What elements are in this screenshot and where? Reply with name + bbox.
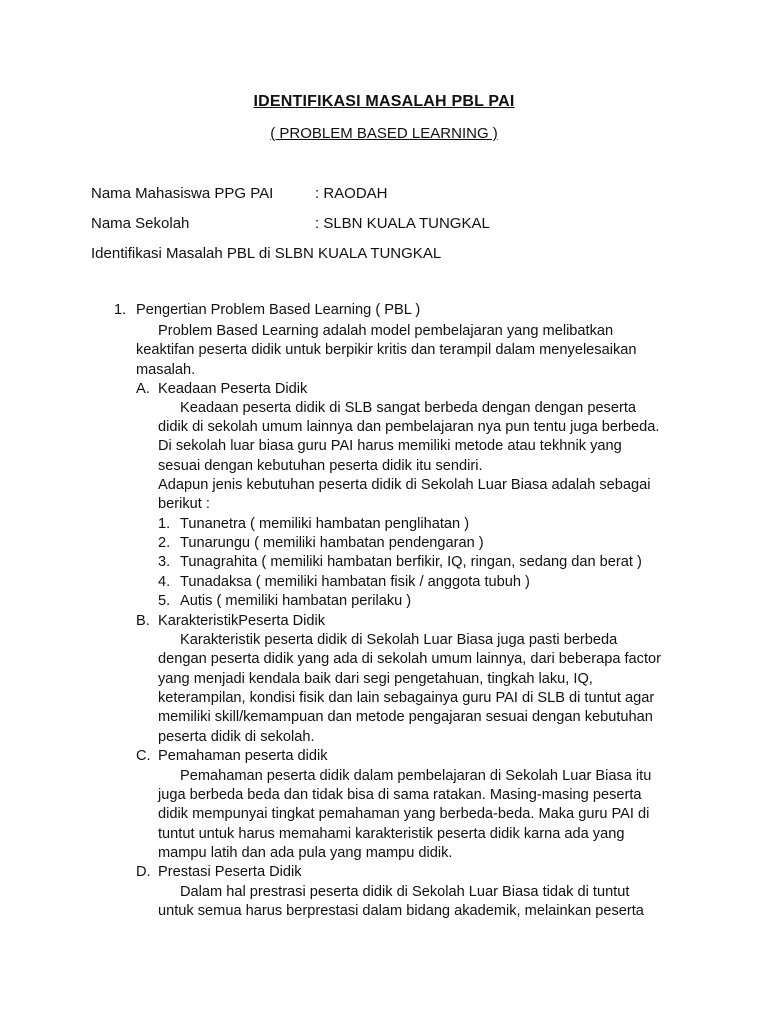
section-1-paragraph-line: masalah. [136, 362, 196, 378]
need-item-text: Tunarungu ( memiliki hambatan pendengaran ) [180, 535, 484, 551]
need-item-number: 1. [158, 516, 171, 532]
section-d-marker: D. [136, 864, 151, 880]
student-name-row [91, 185, 388, 202]
school-name-label: Nama Sekolah [91, 215, 190, 232]
section-c-paragraph-line: mampu latih dan ada pula yang mampu didik. [158, 845, 453, 861]
section-a-paragraph-line: berikut : [158, 496, 210, 512]
section-d-heading: Prestasi Peserta Didik [158, 864, 302, 880]
school-name-row [91, 215, 490, 232]
section-1-heading: Pengertian Problem Based Learning ( PBL ) [136, 302, 421, 318]
need-item-text: Autis ( memiliki hambatan perilaku ) [180, 593, 412, 609]
section-c-paragraph-line: juga berbeda beda dan tidak bisa di sama ratakan. Masing-masing peserta [158, 787, 642, 803]
section-1-paragraph-line: keaktifan peserta didik untuk berpikir kritis dan terampil dalam menyelesaikan [136, 342, 637, 358]
section-c-paragraph-line: didik mempunyai tingkat pemahaman yang berbeda-beda. Maka guru PAI di [158, 806, 650, 822]
section-d-paragraph-line: untuk semua harus berprestasi dalam bidang akademik, melainkan peserta [158, 903, 644, 919]
section-c-paragraph-line: tuntut untuk harus memahami karakteristik peserta didik karna ada yang [158, 826, 625, 842]
section-a-paragraph-line: didik di sekolah umum lainnya dan pembelajaran nya pun tentu juga berbeda. [158, 419, 660, 435]
need-item-text: Tunagrahita ( memiliki hambatan berfikir, IQ, ringan, sedang dan berat ) [180, 554, 642, 570]
section-a-paragraph-line: Keadaan peserta didik di SLB sangat berbeda dengan dengan peserta [180, 400, 637, 416]
section-b-paragraph-line: dengan peserta didik yang ada di sekolah umum lainnya, dari beberapa factor [158, 651, 661, 667]
section-1-paragraph-line: Problem Based Learning adalah model pembelajaran yang melibatkan [158, 323, 614, 339]
section-b-marker: B. [136, 613, 150, 629]
section-b-heading: KarakteristikPeserta Didik [158, 613, 326, 629]
document-title: IDENTIFIKASI MASALAH PBL PAI [253, 93, 515, 110]
need-item-text: Tunanetra ( memiliki hambatan penglihatan ) [180, 516, 470, 532]
section-b-paragraph-line: keterampilan, kondisi fisik dan lain sebagainya guru PAI di SLB di tuntut agar [158, 690, 655, 706]
student-name-label: Nama Mahasiswa PPG PAI [91, 185, 274, 202]
student-name-value: : RAODAH [315, 185, 388, 202]
need-item-number: 2. [158, 535, 171, 551]
section-b-paragraph-line: Karakteristik peserta didik di Sekolah Luar Biasa juga pasti berbeda [180, 632, 618, 648]
section-a-marker: A. [136, 381, 150, 397]
need-item-number: 3. [158, 554, 171, 570]
section-1-marker: 1. [114, 302, 127, 318]
section-c-heading: Pemahaman peserta didik [158, 748, 328, 764]
section-a-paragraph-line: Adapun jenis kebutuhan peserta didik di Sekolah Luar Biasa adalah sebagai [158, 477, 651, 493]
need-item-number: 5. [158, 593, 171, 609]
section-a-heading: Keadaan Peserta Didik [158, 381, 308, 397]
section-a-paragraph-line: sesuai dengan kebutuhan peserta didik itu sendiri. [158, 458, 483, 474]
intro-line: Identifikasi Masalah PBL di SLBN KUALA TUNGKAL [91, 245, 442, 262]
need-item-text: Tunadaksa ( memiliki hambatan fisik / anggota tubuh ) [180, 574, 530, 590]
section-b-paragraph-line: yang menjadi kendala baik dari segi pengetahuan, tingkah laku, IQ, [158, 671, 593, 687]
section-c-paragraph-line: Pemahaman peserta didik dalam pembelajaran di Sekolah Luar Biasa itu [180, 768, 652, 784]
school-name-value: : SLBN KUALA TUNGKAL [315, 215, 490, 232]
section-b-paragraph-line: peserta didik di sekolah. [158, 729, 315, 745]
section-a-paragraph-line: Di sekolah luar biasa guru PAI harus memiliki metode atau tekhnik yang [158, 438, 622, 454]
section-b-paragraph-line: memiliki skill/kemampuan dan metode pengajaran sesuai dengan kebutuhan [158, 709, 653, 725]
document-subtitle: ( PROBLEM BASED LEARNING ) [270, 125, 498, 142]
section-d-paragraph-line: Dalam hal prestrasi peserta didik di Sekolah Luar Biasa tidak di tuntut [180, 884, 630, 900]
section-c-marker: C. [136, 748, 151, 764]
need-item-number: 4. [158, 574, 171, 590]
